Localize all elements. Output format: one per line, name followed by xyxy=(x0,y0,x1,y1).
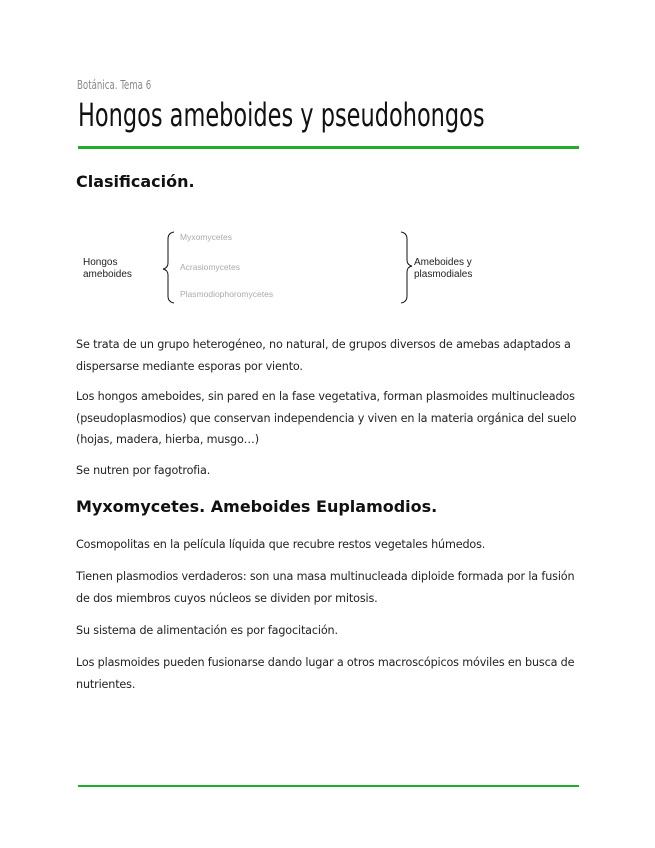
paragraph-hongos-ameboides: Los hongos ameboides, sin pared en la fase vegetativa, forman plasmoides multinucleados (pseudoplasmodios) que conservan independencia y viven en la materia orgánica del suelo (hojas, madera, hierba, musgo…) xyxy=(76,390,577,446)
section-heading-clasificacion: Clasificación. xyxy=(76,172,195,191)
paragraph-cosmopolitas: Cosmopolitas en la película líquida que recubre restos vegetales húmedos. xyxy=(76,538,486,551)
diagram-right-label-line2: plasmodiales xyxy=(414,269,473,280)
left-brace xyxy=(163,232,174,303)
paragraph-fagotrofia: Se nutren por fagotrofia. xyxy=(76,464,211,477)
diagram-left-label-line2: ameboides xyxy=(83,269,132,280)
diagram-item-plasmodiophoromycetes: Plasmodiophoromycetes xyxy=(180,289,274,299)
paragraph-plasmodios-verdaderos: Tienen plasmodios verdaderos: son una masa multinucleada diploide formada por la fusión de dos miembros cuyos núcleos se dividen por mitosis. xyxy=(76,570,575,605)
diagram-item-myxomycetes: Myxomycetes xyxy=(180,232,232,242)
diagram-item-acrasiomycetes: Acrasiomycetes xyxy=(180,262,240,272)
classification-diagram xyxy=(0,226,655,310)
section-heading-myxomycetes: Myxomycetes. Ameboides Euplamodios. xyxy=(76,497,438,516)
diagram-right-label-line1: Ameboides y xyxy=(414,257,472,268)
title-divider xyxy=(78,146,579,149)
paragraph-grupo-heterogeneo: Se trata de un grupo heterogéneo, no natural, de grupos diversos de amebas adaptados a dispersarse mediante esporas por viento. xyxy=(76,338,571,373)
document-kicker: Botánica. Tema 6 xyxy=(77,78,152,92)
right-brace xyxy=(401,232,412,303)
paragraph-fusion-plasmoides: Los plasmoides pueden fusionarse dando lugar a otros macroscópicos móviles en busca de nutrientes. xyxy=(76,656,575,691)
diagram-left-label-line1: Hongos xyxy=(83,257,118,268)
paragraph-alimentacion: Su sistema de alimentación es por fagocitación. xyxy=(76,624,338,637)
footer-divider xyxy=(78,785,579,787)
page-title: Hongos ameboides y pseudohongos xyxy=(78,96,485,134)
